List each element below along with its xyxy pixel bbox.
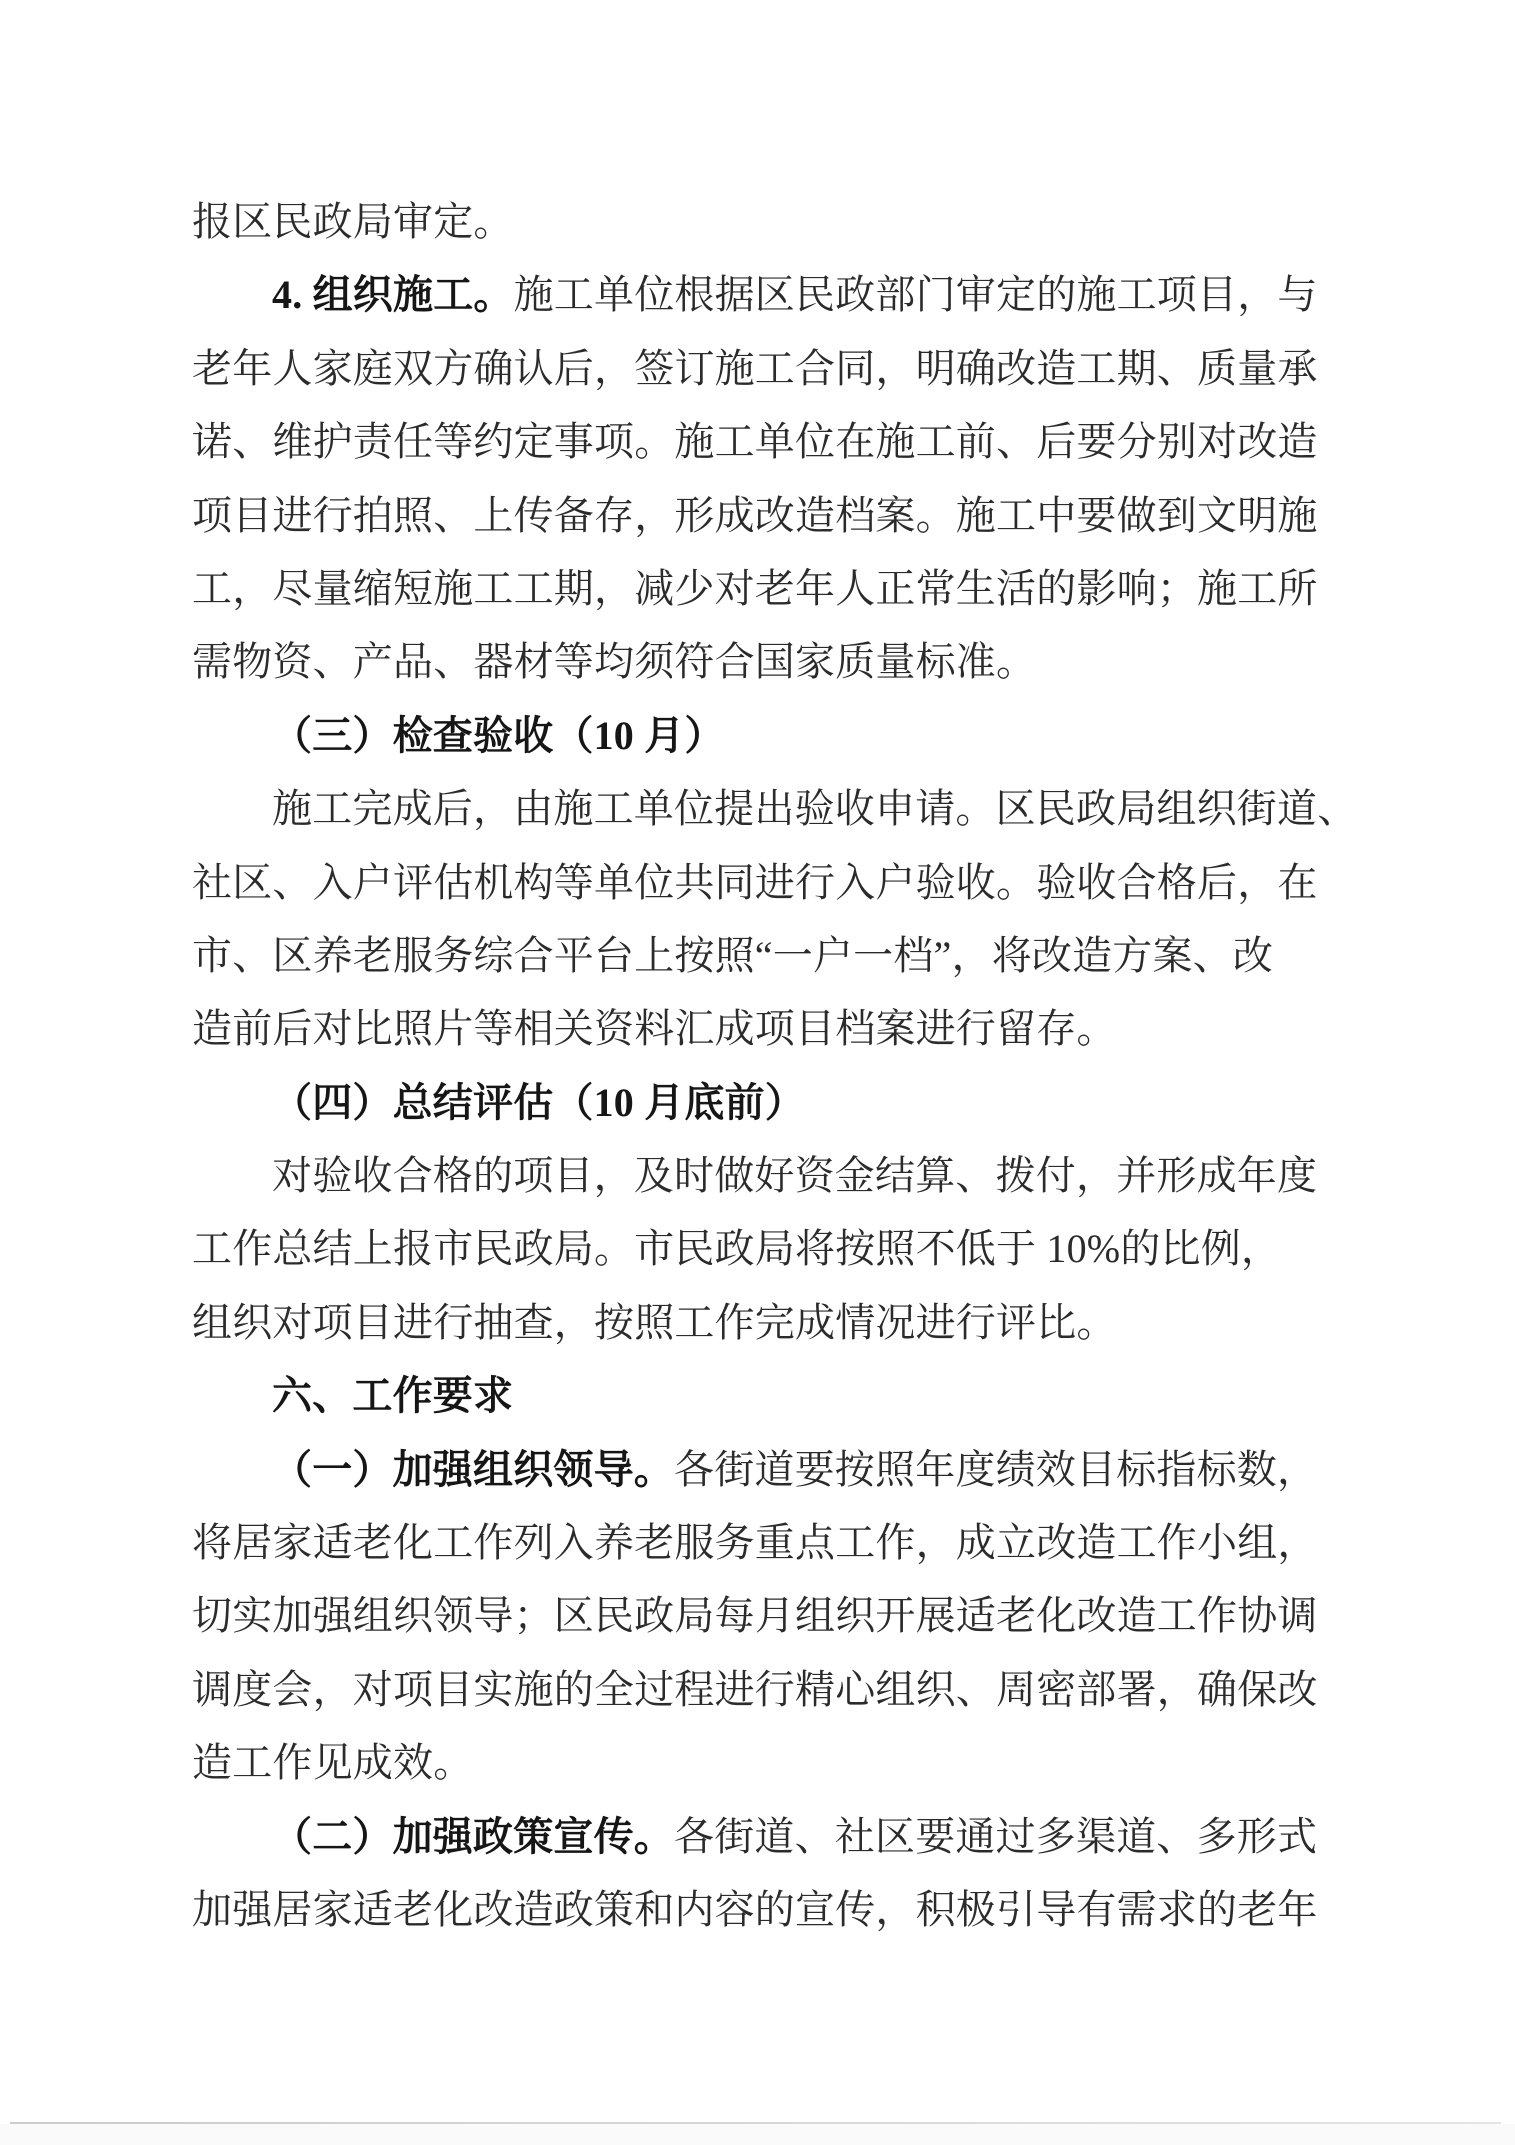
line-heading-segment: 六、工作要求 — [272, 1373, 514, 1419]
text-line — [192, 479, 1372, 552]
line-body-segment: 造工作见成效。 — [192, 1740, 474, 1786]
text-line — [192, 1506, 1372, 1579]
text-line — [192, 992, 1372, 1065]
line-heading-segment: （四）总结评估（10 月底前） — [272, 1079, 805, 1125]
line-body-segment: 市、区养老服务综合平台上按照“一户一档”，将改造方案、改 — [192, 932, 1274, 978]
line-body-segment: 工，尽量缩短施工工期，减少对老年人正常生活的影响；施工所 — [192, 565, 1318, 611]
text-line — [192, 1433, 1372, 1506]
text-line — [192, 1653, 1372, 1726]
text-line — [192, 258, 1372, 331]
text-line — [192, 772, 1372, 845]
text-line — [192, 699, 1372, 772]
text-line — [192, 1286, 1372, 1359]
text-line — [192, 1212, 1372, 1285]
text-line — [192, 919, 1372, 992]
text-line — [192, 1579, 1372, 1652]
text-line — [192, 405, 1372, 478]
line-body-segment: 项目进行拍照、上传备存，形成改造档案。施工中要做到文明施 — [192, 492, 1318, 538]
text-line — [192, 1873, 1372, 1946]
line-body-segment: 加强居家适老化改造政策和内容的宣传，积极引导有需求的老年 — [192, 1886, 1318, 1932]
text-line — [192, 1139, 1372, 1212]
line-body-segment: 调度会，对项目实施的全过程进行精心组织、周密部署，确保改 — [192, 1666, 1318, 1712]
text-line — [192, 1359, 1372, 1432]
scan-bottom-shade — [0, 2124, 1515, 2145]
text-line — [192, 846, 1372, 919]
line-body-segment: 各街道、社区要通过多渠道、多形式 — [674, 1813, 1318, 1859]
text-line — [192, 625, 1372, 698]
text-line — [192, 552, 1372, 625]
text-line — [192, 1726, 1372, 1799]
line-body-segment: 对验收合格的项目，及时做好资金结算、拨付，并形成年度 — [272, 1153, 1318, 1199]
line-body-segment: 诺、维护责任等约定事项。施工单位在施工前、后要分别对改造 — [192, 419, 1318, 465]
line-body-segment: 切实加强组织领导；区民政局每月组织开展适老化改造工作协调 — [192, 1593, 1318, 1639]
line-body-segment: 需物资、产品、器材等均须符合国家质量标准。 — [192, 639, 1037, 685]
document-body — [192, 185, 1372, 1946]
line-body-segment: 组织对项目进行抽查，按照工作完成情况进行评比。 — [192, 1299, 1117, 1345]
line-body-segment: 各街道要按照年度绩效目标指标数， — [674, 1446, 1318, 1492]
text-line — [192, 185, 1372, 258]
line-heading-segment: 4. 组织施工。 — [272, 272, 514, 318]
line-body-segment: 施工单位根据区民政部门审定的施工项目，与 — [513, 272, 1318, 318]
line-heading-segment: （二）加强政策宣传。 — [272, 1813, 674, 1859]
line-body-segment: 社区、入户评估机构等单位共同进行入户验收。验收合格后，在 — [192, 859, 1318, 905]
line-body-segment: 将居家适老化工作列入养老服务重点工作，成立改造工作小组， — [192, 1520, 1318, 1566]
line-body-segment: 施工完成后，由施工单位提出验收申请。区民政局组织街道、 — [272, 786, 1358, 832]
line-body-segment: 造前后对比照片等相关资料汇成项目档案进行留存。 — [192, 1006, 1117, 1052]
line-body-segment: 老年人家庭双方确认后，签订施工合同，明确改造工期、质量承 — [192, 345, 1318, 391]
line-body-segment: 工作总结上报市民政局。市民政局将按照不低于 10%的比例， — [192, 1226, 1282, 1272]
text-line — [192, 1800, 1372, 1873]
line-body-segment: 报区民政局审定。 — [192, 199, 514, 244]
text-line — [192, 1066, 1372, 1139]
text-line — [192, 332, 1372, 405]
line-heading-segment: （一）加强组织领导。 — [272, 1446, 674, 1492]
line-heading-segment: （三）检查验收（10 月） — [272, 712, 725, 758]
